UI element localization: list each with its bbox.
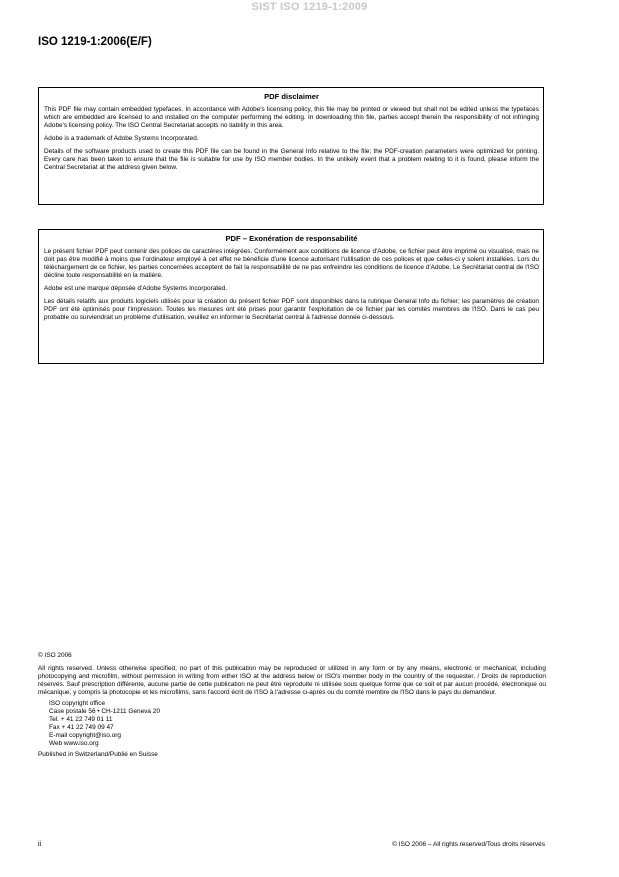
document-title: ISO 1219-1:2006(E/F): [38, 36, 152, 48]
pdf-exoneration-heading: PDF – Exonération de responsabilité: [225, 234, 358, 243]
footer-rights: © ISO 2006 – All rights reserved/Tous droits réservés: [392, 841, 545, 848]
published-in: Published in Switzerland/Publié en Suisse: [38, 751, 158, 758]
watermark: SIST ISO 1219-1:2009: [251, 1, 368, 13]
address-email: E-mail copyright@iso.org: [49, 732, 122, 739]
pdf-disclaimer-heading: PDF disclaimer: [264, 92, 319, 101]
exoneration-paragraph: Adobe est une marque déposée d'Adobe Systems Incorporated.: [44, 285, 228, 292]
disclaimer-paragraph: This PDF file may contain embedded typefaces. In accordance with Adobe's licensing policy, this file may be printed or viewed but shall not be edited unless the typefaces which are embedded are licensed to and installed on the computer performing the editing. In downloading this file, parties accept therein the responsibility of not infringing Adobe's licensing policy. The ISO Central Secretariat accepts no liability in this area.: [44, 106, 539, 129]
address-line: Fax + 41 22 749 09 47: [49, 724, 114, 731]
exoneration-paragraph: Les détails relatifs aux produits logiciels utilisés pour la création du présent fichier PDF sont disponibles dans la rubrique General Info du fichier; les paramètres de création PDF ont été optimisés pour l'impression. Toutes les mesures ont été prises pour garantir l'exploitation de ce fichier par les comités membres de l'ISO. Dans le cas peu probable où surviendrait un problème d'utilisation, veuillez en informer le Secrétariat central à l'adresse donnée ci-dessous.: [44, 298, 539, 321]
address-line: Tel. + 41 22 749 01 11: [49, 716, 113, 723]
pdf-disclaimer-box: [38, 87, 544, 205]
address-line: ISO copyright office: [49, 700, 106, 707]
copyright-notice: All rights reserved. Unless otherwise specified, no part of this publication may be reproduced or utilized in any form or by any means, electronic or mechanical, including photocopying and microfilm, without permission in writing from either ISO at the address below or ISO's member body in the country of the requester. / Droits de reproduction réservés. Sauf prescription différente, aucune partie de cette publication ne peut être reproduite ni utilisée sous quelque forme que ce soit et par aucun procédé, électronique ou mécanique, y compris la photocopie et les microfilms, sans l'accord écrit de l'ISO à l'adresse ci-après ou du comité membre de l'ISO dans le pays du demandeur.: [38, 665, 546, 696]
exoneration-paragraph: Le présent fichier PDF peut contenir des polices de caractères intégrées. Conformément aux conditions de licence d'Adobe, ce fichier peut être imprimé ou visualisé, mais ne doit pas être modifié à moins que l'ordinateur employé à cet effet ne bénéficie d'une licence autorisant l'utilisation de ces polices et que celles-ci y soient installées. Lors du téléchargement de ce fichier, les parties concernées acceptent de fait la responsabilité de ne pas enfreindre les conditions de licence d'Adobe. Le Secrétariat central de l'ISO décline toute responsabilité en la matière.: [44, 248, 539, 279]
address-line: Case postale 56 • CH-1211 Geneva 20: [49, 708, 160, 715]
pdf-exoneration-box: [38, 229, 544, 364]
copyright-address: [49, 700, 546, 748]
disclaimer-paragraph: Adobe is a trademark of Adobe Systems Incorporated.: [44, 135, 199, 142]
address-web: Web www.iso.org: [49, 740, 99, 747]
page-number: ii: [38, 841, 42, 848]
copyright-section: [38, 652, 546, 759]
disclaimer-paragraph: Details of the software products used to create this PDF file can be found in the General Info relative to the file; the PDF-creation parameters were optimized for printing. Every care has been taken to ensure that the file is suitable for use by ISO member bodies. In the unlikely event that a problem relating to it is found, please inform the Central Secretariat at the address given below.: [44, 148, 539, 171]
copyright-symbol-line: © ISO 2006: [38, 652, 72, 659]
